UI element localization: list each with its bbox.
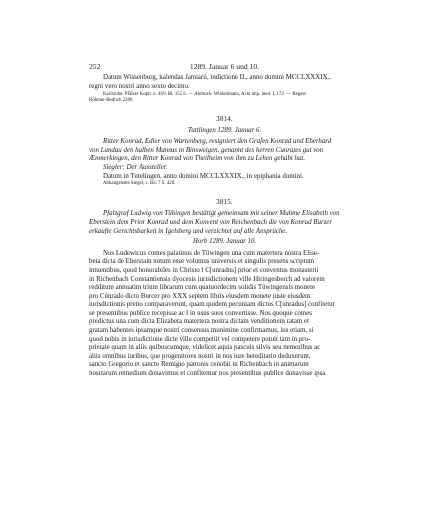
text-line: gratam habentes ipsamque nostri consensus munimine confirmamus, ius etiam, si: [89, 327, 314, 335]
source-note: Böhmer-Redlich 2206.: [89, 98, 134, 104]
text-line: intuentibus, quod honorabiles in Christo ‖ C[unradus] prior et conventus monasterii: [89, 266, 319, 274]
siegler-line: Siegler: Der Aussteller.: [103, 163, 168, 171]
text-line: Nos Ludewicus comes palatinus de Tüwingen una cum matertera nostra Elise-: [103, 249, 320, 257]
page-number: 252: [89, 62, 101, 71]
datum-line: Datum in Tutelingen, anno domini MCCLXXXIX., in epiphania domini.: [103, 172, 304, 180]
text-line: sancto Gregorio et sancto Remigio patronis cenobii in Richenbach in animarum: [89, 361, 309, 369]
summary-line: Ænmerkingen, den Ritter Konrad von Theilheim von ihm zu Lehen gehabt hat.: [89, 155, 306, 163]
document-3814: [89, 115, 360, 188]
text-line: beta dicta de Eberstain notum esse volumus universis et singulis presens scriptum: [89, 258, 315, 266]
document-3815: [89, 198, 360, 378]
source-note: Abhangendes Siegel, s. Bd. 7 S. 420.: [103, 181, 176, 187]
document-number: 3814.: [216, 114, 233, 123]
charter-text: [89, 250, 360, 379]
text-line: quod nobis in iurisdictione dicte ville competiit vel competere potuit tam in pro-: [89, 335, 311, 343]
text-line: prietate quam in aliis quibuscumque, videlicet aquis pascuis silvis seu nemoribus ac: [89, 344, 321, 352]
page-header: [89, 62, 360, 74]
summary-line: erkaufte Gerichtsbarkeit in Igelsberg und verzichtet auf alle Ansprüche.: [89, 227, 288, 235]
previous-document-end: [89, 74, 360, 105]
datum-line: Datum Wissenburg, kalendas Januarii, indictione II., anno domini MCCLXXXIX.,: [103, 74, 331, 81]
source-note: Karlsruhe. Pfälzer Kopb. n. 46½ Bl. 155 b. — Abdruck: Winkelmann, Acta imp. ined. I, 172. — Regest:: [103, 92, 307, 98]
summary-line: Ritter Konrad, Edler von Wartenberg, resigniert den Grafen Konrad und Eberhard: [103, 138, 332, 146]
summary-line: Pfalzgraf Ludwig von Tübingen bestätigt gemeinsam mit seiner Muhme Elisabeth von: [103, 210, 340, 218]
summary-line: von Landau den halben Mansus in Binsweigen, genannt des herren Cunrates gut von: [89, 146, 324, 154]
text-line: aliis omnibus iuribus, que progenitores nostri in nos iure hereditario deduxerunt,: [89, 352, 311, 360]
regest-summary: [89, 210, 360, 236]
place-date: Tuttlingen 1289. Januar 6.: [187, 126, 262, 134]
place-date: Horb 1289. Januar 10.: [192, 238, 257, 246]
running-title: 1289. Januar 6 und 10.: [189, 62, 260, 71]
text-line: se presentibus publice recepisse ac ‖ in usus suos convertisse. Nos quoque comes: [89, 309, 312, 317]
document-page: [89, 62, 360, 379]
summary-line: Eberstein dem Prior Konrad und dem Konvent von Reichenbach die von Konrad Burzer: [89, 218, 333, 226]
text-line: nostrarum remedium donavimus et confitemur nos presentibus publice donavisse ipsa: [89, 370, 326, 378]
text-line: iurisdictionis pretio comparaverunt, quam quidem pecuniam dictus C[unradus] confitetur: [89, 301, 335, 309]
text-line: in Richenbach Constantiensis dyocesis iurisdictionem ville Hiringesberch ad valorem: [89, 275, 325, 283]
text-line: redditum annuatim trium librarum cum quatuordecim solidis Tüwingensis monete: [89, 284, 316, 292]
document-number: 3815.: [216, 198, 233, 207]
datum-line: regni vero nostri anno sexto decimo.: [89, 82, 190, 90]
text-line: pro Cůnrado dicto Burcer pro XXX septem libris eiusdem monete iuste eiusdem: [89, 292, 311, 300]
text-line: predictus una cum dicta Elizabeta matertera nostra dictam venditionem ratam et: [89, 318, 310, 326]
regest-summary: [89, 138, 360, 164]
